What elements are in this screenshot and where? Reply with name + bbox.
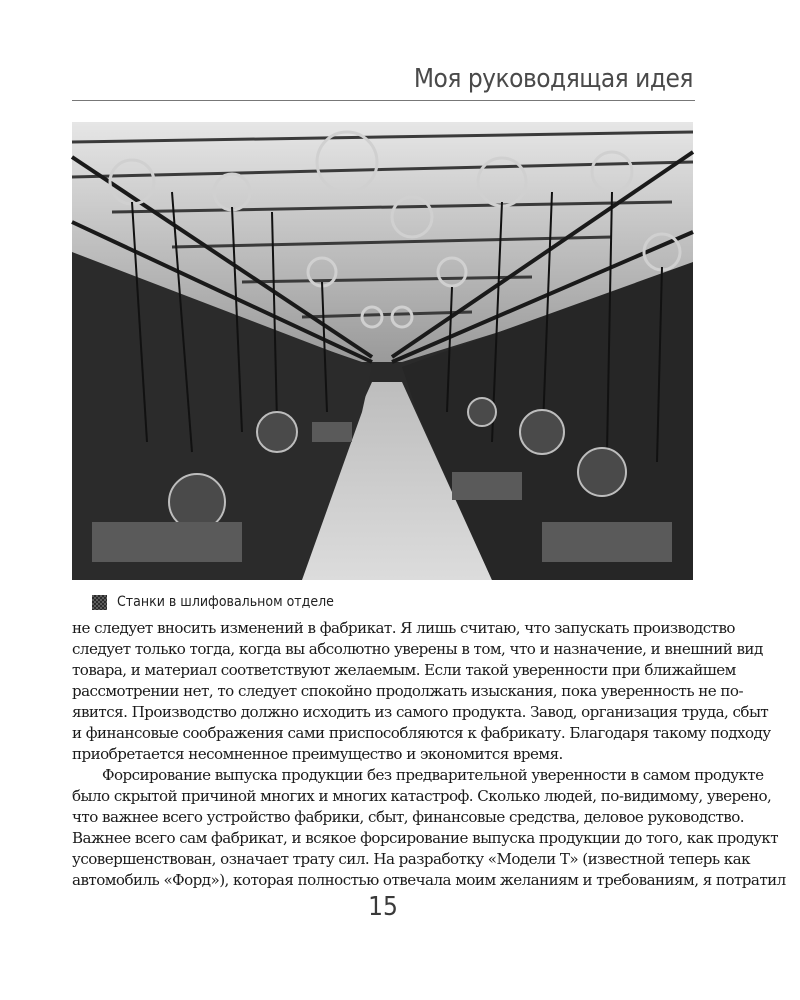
text-line: Форсирование выпуска продукции без предварительной уверенности в самом продукте [102,766,764,784]
caption-marker-icon [92,595,107,610]
text-line: что важнее всего устройство фабрики, сбыт, финансовые средства, деловое руководство. [72,808,745,826]
text-line: было скрытой причиной многих и многих катастроф. Сколько людей, по-видимому, уверено, [72,787,772,805]
text-line: Важнее всего сам фабрикат, и всякое форсирование выпуска продукции до того, как продукт [72,829,779,847]
text-line: явится. Производство должно исходить из самого продукта. Завод, организация труда, сбыт [72,703,769,721]
text-line: автомобиль «Форд»), которая полностью отвечала моим желаниям и требованиям, я потратил [72,871,786,889]
text-line: рассмотрении нет, то следует спокойно продолжать изыскания, пока уверенность не по- [72,682,744,700]
factory-photo [72,122,693,580]
paragraph [72,618,771,765]
caption-text: Станки в шлифовальном отделе [117,594,334,610]
paragraph [72,765,786,891]
text-line: приобретается несомненное преимущество и экономится время. [72,745,563,763]
running-head-title: Моя руководящая идея [413,64,693,94]
text-line: товара, и материал соответствуют желаемым. Если такой уверенности при ближайшем [72,661,736,679]
page-number: 15 [368,892,398,922]
text-line: следует только тогда, когда вы абсолютно уверены в том, что и назначение, и внешний вид [72,640,763,658]
text-line: не следует вносить изменений в фабрикат. Я лишь считаю, что запускать производство [72,619,735,637]
text-line: усовершенствован, означает трату сил. На разработку «Модели Т» (известной теперь как [72,850,750,868]
body-text [72,618,786,891]
text-line: и финансовые соображения сами приспособляются к фабрикату. Благодаря такому подходу [72,724,771,742]
running-head [72,62,695,101]
figure-caption [92,592,334,612]
grinding-department-illustration [72,122,693,580]
